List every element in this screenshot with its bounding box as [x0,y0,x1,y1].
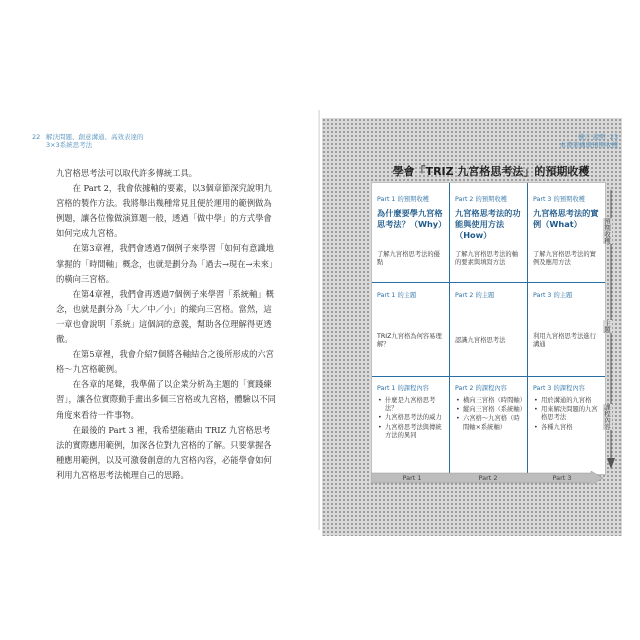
cell-list [533,397,603,433]
left-header-line2: 3×3系統思考法 [46,141,93,149]
cell-list [455,397,525,433]
list-item: • 九宮格思考法與傳統方法的異同 [377,424,447,440]
cell-head: Part 2 的主題 [455,292,495,299]
cell-question: 為什麼要學九宮格思考法？（Why） [377,208,447,229]
grid-divider [372,282,605,283]
grid-divider [372,376,605,377]
side-label-gains: 預期收穫 [603,218,611,244]
paragraph: 在第3章裡，我們會透過7個例子來學習「如何有意識地掌握的「時間軸」概念，也就是劃分為「過去→現在→未來」的橫向三宮格。 [56,243,278,284]
grid-divider [449,183,450,474]
grid-divider [527,183,528,474]
body-text [56,166,278,483]
grid-title: 學會「TRIZ 九宮格思考法」的預期收穫 [392,165,590,178]
bottom-label-part1: Part 1 [402,474,422,482]
paragraph: 在第5章裡，我會介紹7個將各軸結合之後所形成的六宮格～九宮格範例。 [56,349,274,375]
left-header-line1: 解決問題、創意溝通、高效表達的 [46,133,144,141]
cell-head: Part 2 的預期收穫 [455,196,507,203]
list-item: • 縱向三宮格（系統軸） [455,406,525,414]
side-label-content: 課程內容 [603,404,611,430]
cell-desc: 了解九宮格思考法的實例及應用方法 [533,251,596,266]
list-item: • 用於溝通的九宮格 [533,397,603,405]
cell-head: Part 1 的課程內容 [377,385,429,392]
nine-grid [371,182,606,475]
cell-desc: 利用九宮格思考法進行溝通 [533,333,596,348]
cell-question: 九宮格思考法的實例（What） [533,208,599,229]
list-item: • 橫向三宮格（時間軸） [455,397,525,405]
right-header-line2: 本書架構與預期收穫 [559,141,618,149]
paragraph: 在各章的尾聲，我準備了以企業分析為主題的「實踐練習」，讓各位實際動手畫出多個三宮格或九宮格，體驗以不同角度來看待一件事物。 [56,379,276,420]
paragraph: 在最後的 Part 3 裡，我希望能藉由 TRIZ 九宮格思考法的實際應用範例，加深各位對九宮格的了解。只要掌握各種應用範例，以及可激發創意的九宮格內容，必能學會如何利用九宮格思考法梳理自己的思路。 [56,424,272,480]
paragraph: 在第4章裡，我們會再透過7個例子來學習「系統軸」概念，也就是劃分為「大／中／小」的縱向三宮格。當然，這一章也會說明「系統」這個詞的意義，幫助各位理解得更透徹。 [56,288,274,345]
cell-head: Part 2 的課程內容 [455,385,507,392]
left-running-header [32,133,144,149]
side-label-theme: 主題 [603,320,611,333]
cell-question: 九宮格思考法的功能與使用方法（How） [455,208,521,240]
list-item: • 各種九宮格 [533,424,603,432]
paragraph: 在 Part 2，我會依據軸的要素，以3個章節深究說明九宮格的製作方法。我將舉出幾種常見且便於運用的範例做為例題，讓各位像做演算題一般，透過「做中學」的方式學會如何完成九宮格。 [56,183,272,239]
bottom-label-part3: Part 3 [552,474,572,482]
list-item: • 九宮格思考法的威力 [377,414,447,422]
left-page-number: 22 [32,133,41,141]
cell-desc: 了解九宮格思考法的軸的要素與填寫方法 [455,251,518,266]
cell-list [377,397,447,441]
right-header-line1: 導言 說明 [577,133,606,141]
right-page-number: 23 [609,133,618,141]
paragraph: 九宮格思考法可以取代許多傳統工具。 [56,168,198,178]
cell-head: Part 3 的主題 [533,292,573,299]
bottom-label-part2: Part 2 [478,474,498,482]
list-item: • 什麼是九宮格思考法？ [377,397,447,413]
cell-head: Part 1 的主題 [377,292,417,299]
list-item: • 六宮格～九宮格（時間軸×系統軸） [455,415,525,431]
cell-head: Part 3 的課程內容 [533,385,585,392]
cell-desc: 認識九宮格思考法 [455,337,506,344]
right-running-header [560,133,619,149]
cell-desc: TRIZ九宮格為何容易理解？ [377,333,442,348]
cell-head: Part 1 的預期收穫 [377,196,429,203]
cell-desc: 了解九宮格思考法的優點 [377,251,440,266]
cell-head: Part 3 的預期收穫 [533,196,585,203]
list-item: • 用來解決問題的九宮格思考法 [533,406,603,422]
